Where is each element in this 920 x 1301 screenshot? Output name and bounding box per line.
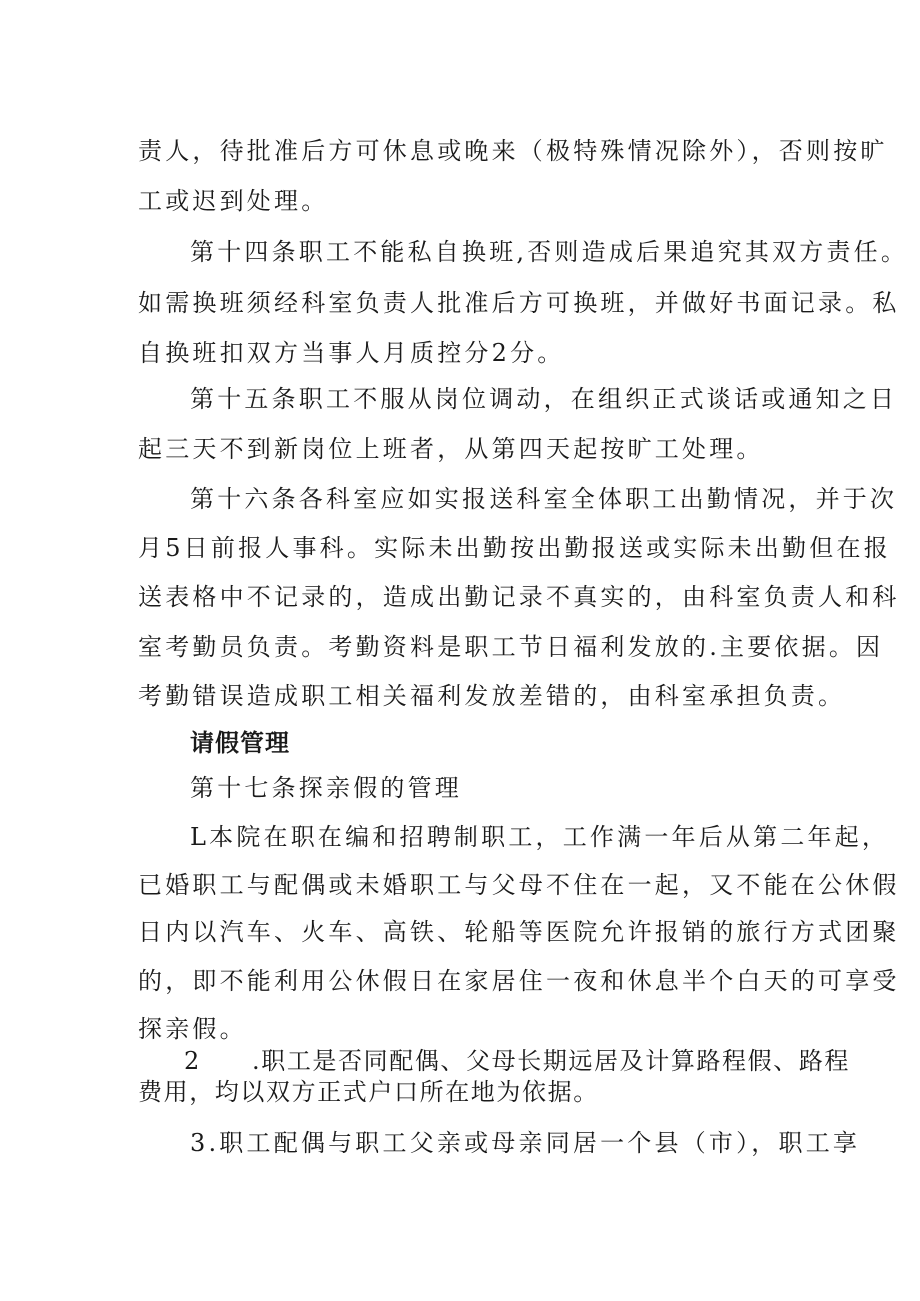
- clause-3-line: 3.职工配偶与职工父亲或母亲同居一个县（市），职工享: [190, 1129, 861, 1157]
- clause-1-line: 日内以汽车、火车、高铁、轮船等医院允许报销的旅行方式团聚: [138, 918, 900, 946]
- article-14-line: 自换班扣双方当事人月质控分2分。: [138, 339, 565, 367]
- article-16-line: 送表格中不记录的，造成出勤记录不真实的，由科室负责人和科: [138, 583, 900, 611]
- clause-2-text: .职工是否同配偶、父母长期远居及计算路程假、路程: [252, 1047, 851, 1075]
- section-heading: 请假管理: [190, 729, 290, 757]
- article-16-line: 第十六条各科室应如实报送科室全体职工出勤情况，并于次: [190, 485, 898, 513]
- paragraph-line: 责人，待批准后方可休息或晚来（极特殊情况除外），否则按旷: [138, 137, 888, 165]
- article-17-title: 第十七条探亲假的管理: [190, 774, 462, 802]
- clause-1-line: 已婚职工与配偶或未婚职工与父母不住在一起，又不能在公休假: [138, 871, 900, 899]
- clause-1-line: 探亲假。: [138, 1015, 247, 1043]
- article-16-line: 考勤错误造成职工相关福利发放差错的，由科室承担负责。: [138, 682, 846, 710]
- clause-2-line: 费用，均以双方正式户口所在地为依据。: [138, 1078, 599, 1106]
- clause-2-number: 2: [184, 1047, 203, 1075]
- article-15-line: 第十五条职工不服从岗位调动，在组织正式谈话或通知之日: [190, 385, 898, 413]
- clause-1-line: L本院在职在编和招聘制职工，工作满一年后从第二年起，: [190, 823, 890, 851]
- article-14-line: 如需换班须经科室负责人批准后方可换班，并做好书面记录。私: [138, 289, 900, 317]
- article-14-line: 第十四条职工不能私自换班,否则造成后果追究其双方责任。: [190, 238, 909, 266]
- article-15-line: 起三天不到新岗位上班者，从第四天起按旷工处理。: [138, 435, 764, 463]
- paragraph-line: 工或迟到处理。: [138, 187, 329, 215]
- article-16-line: 月5日前报人事科。实际未出勤按出勤报送或实际未出勤但在报: [138, 534, 891, 562]
- article-16-line: 室考勤员负责。考勤资料是职工节日福利发放的.主要依据。因: [138, 633, 884, 661]
- clause-1-line: 的，即不能利用公休假日在家居住一夜和休息半个白天的可享受: [138, 967, 900, 995]
